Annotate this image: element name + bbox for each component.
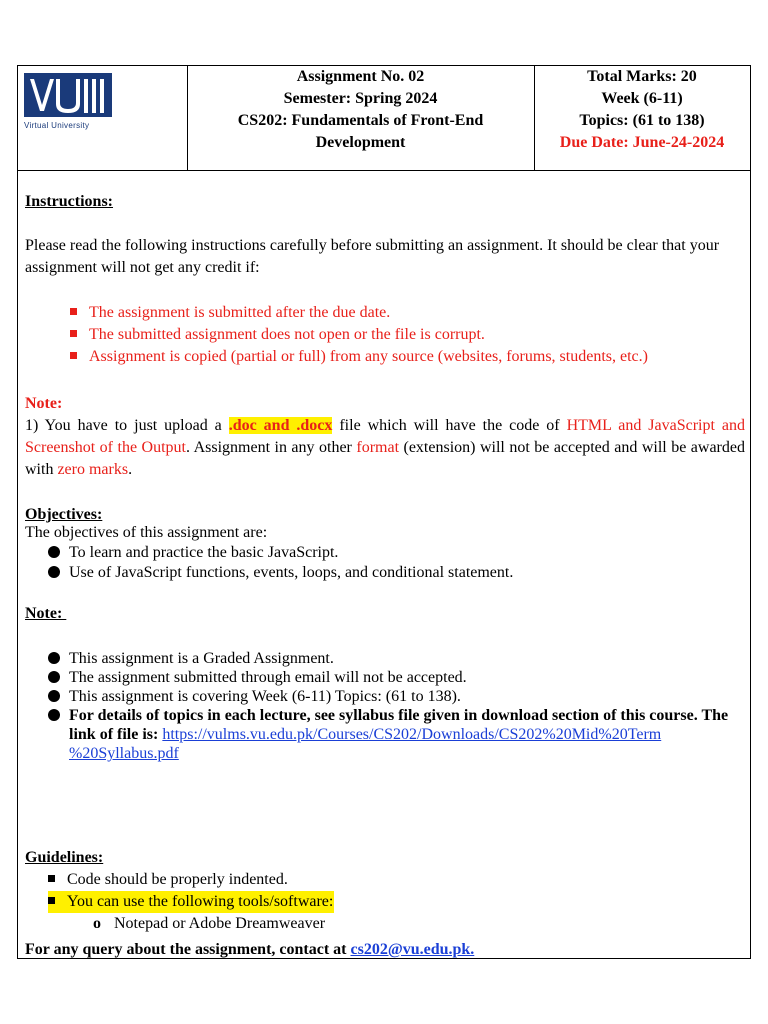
list-item: o Notepad or Adobe Dreamweaver xyxy=(48,913,745,935)
contact-line: For any query about the assignment, contact at cs202@vu.edu.pk. xyxy=(25,941,475,958)
file-type-highlight: .doc and .docx xyxy=(228,417,333,434)
assignment-info-cell xyxy=(187,66,535,170)
list-item: To learn and practice the basic JavaScript. xyxy=(48,543,745,563)
bullet-icon xyxy=(70,352,77,359)
list-item: The submitted assignment does not open or the file is corrupt. xyxy=(70,324,740,346)
bullet-icon xyxy=(48,566,60,578)
circle-bullet-icon: o xyxy=(93,915,101,932)
note2-list xyxy=(48,649,745,763)
logo-text: Virtual University xyxy=(24,121,90,130)
note1-heading: Note: xyxy=(25,395,63,412)
list-item: The assignment submitted through email will not be accepted. xyxy=(48,668,745,687)
list-item: Code should be properly indented. xyxy=(48,869,745,891)
marks-cell xyxy=(534,66,750,170)
syllabus-link[interactable]: https://vulms.vu.edu.pk/Courses/CS202/Downloads/CS202%20Mid%20Term xyxy=(162,726,662,743)
bullet-icon xyxy=(70,330,77,337)
bullet-icon xyxy=(48,897,55,904)
bullet-icon xyxy=(48,875,55,882)
list-item: This assignment is a Graded Assignment. xyxy=(48,649,745,668)
note1-paragraph: 1) You have to just upload a .doc and .docx file which will have the code of HTML and JavaScript and Screenshot of the Output. Assignment in any other format (extension) will not be accepted and will be awarded with zero marks. xyxy=(25,417,745,478)
objectives-heading: Objectives: xyxy=(25,506,103,523)
course-title-line2: Development xyxy=(315,134,406,151)
objectives-list xyxy=(48,543,745,583)
assignment-number: Assignment No. 02 xyxy=(296,68,425,85)
course-title-line1: CS202: Fundamentals of Front-End xyxy=(237,112,484,129)
list-item: Assignment is copied (partial or full) from any source (websites, forums, students, etc.) xyxy=(70,346,740,368)
list-item: The assignment is submitted after the due date. xyxy=(70,302,740,324)
syllabus-link-cont[interactable]: %20Syllabus.pdf xyxy=(69,745,179,762)
guidelines-list xyxy=(48,869,745,935)
list-item: For details of topics in each lecture, see syllabus file given in download section of this course. The link of file is: https://vulms.vu.edu.pk/Courses/CS202/Downloads/CS202%20Mid%20Term %20Syllabus.pdf xyxy=(48,706,745,763)
due-date: Due Date: June-24-2024 xyxy=(559,134,725,151)
bullet-icon xyxy=(48,709,60,721)
objectives-intro: The objectives of this assignment are: xyxy=(25,524,268,541)
list-item: This assignment is covering Week (6-11) Topics: (61 to 138). xyxy=(48,687,745,706)
bullet-icon xyxy=(48,546,60,558)
instructions-list xyxy=(70,302,740,368)
header-table xyxy=(18,66,750,171)
bullet-icon xyxy=(48,671,60,683)
vu-logo xyxy=(24,73,112,125)
bullet-icon xyxy=(48,690,60,702)
logo-cell xyxy=(18,66,188,170)
contact-email-link[interactable]: cs202@vu.edu.pk. xyxy=(350,941,475,958)
total-marks: Total Marks: 20 xyxy=(587,68,697,85)
topics: Topics: (61 to 138) xyxy=(579,112,705,129)
list-item: Use of JavaScript functions, events, loops, and conditional statement. xyxy=(48,563,745,583)
week: Week (6-11) xyxy=(601,90,683,107)
bullet-icon xyxy=(48,652,60,664)
instructions-intro: Please read the following instructions carefully before submitting an assignment. It should be clear that your assignment will not get any credit if: xyxy=(25,237,720,276)
instructions-heading: Instructions: xyxy=(25,193,114,210)
semester: Semester: Spring 2024 xyxy=(283,90,438,107)
guidelines-heading: Guidelines: xyxy=(25,849,104,866)
assignment-frame xyxy=(17,65,751,959)
bullet-icon xyxy=(70,308,77,315)
note2-heading: Note: xyxy=(25,605,67,622)
list-item: You can use the following tools/software: xyxy=(48,891,745,913)
